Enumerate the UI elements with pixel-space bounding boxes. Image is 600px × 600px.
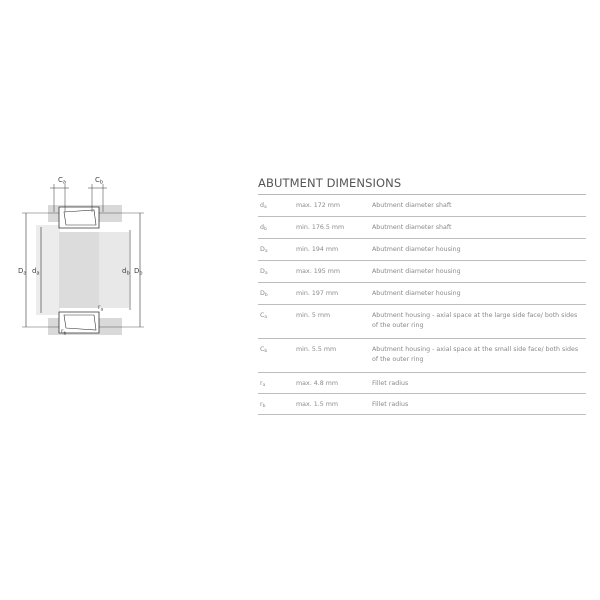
label-Db: $D_b$ [134, 267, 143, 277]
table-row [258, 217, 586, 239]
label-Cb: $C_b$ [95, 176, 104, 186]
section-title: ABUTMENT DIMENSIONS [258, 174, 586, 195]
table-row [258, 305, 586, 339]
value-cell: min. 194 mm [296, 246, 339, 253]
value-cell: max. 1.5 mm [296, 401, 339, 408]
value-cell: max. 195 mm [296, 268, 341, 275]
symbol-cell: $C_b$ [260, 346, 268, 354]
description-cell: Abutment housing - axial space at the small side face/ both sides of the outer ring [372, 346, 579, 363]
table-row [258, 283, 586, 305]
shaft-left [36, 225, 60, 315]
table-row [258, 195, 586, 217]
symbol-cell: $d_a$ [260, 202, 267, 210]
bearing-abutment-diagram [14, 170, 164, 350]
label-Da: $D_a$ [18, 267, 27, 277]
table-row [258, 239, 586, 261]
description-cell: Abutment diameter shaft [372, 224, 452, 231]
value-cell: min. 5.5 mm [296, 346, 337, 353]
abutment-dimensions-panel [258, 174, 586, 415]
label-ra: $r_a$ [98, 304, 104, 313]
label-Ca: $C_a$ [58, 176, 66, 186]
description-cell: Abutment diameter housing [372, 246, 461, 253]
description-cell: Abutment diameter shaft [372, 202, 452, 209]
table-row [258, 373, 586, 394]
symbol-cell: $r_a$ [260, 380, 266, 388]
symbol-cell: $D_b$ [260, 290, 268, 298]
table-row [258, 261, 586, 283]
symbol-cell: $D_a$ [260, 246, 268, 254]
description-cell: Abutment diameter housing [372, 268, 461, 275]
label-da: $d_a$ [32, 267, 40, 277]
symbol-cell: $D_a$ [260, 268, 268, 276]
shaft-core [59, 232, 99, 308]
label-db: $d_b$ [122, 267, 130, 277]
symbol-cell: $C_a$ [260, 312, 268, 320]
symbol-cell: $d_b$ [260, 224, 267, 232]
description-cell: Abutment housing - axial space at the large side face/ both sides of the outer ring [372, 312, 578, 329]
label-rb: $r_b$ [61, 328, 67, 337]
value-cell: min. 176.5 mm [296, 224, 345, 231]
upper-roller [64, 210, 96, 225]
value-cell: min. 5 mm [296, 312, 331, 319]
table-row [258, 339, 586, 373]
value-cell: max. 4.8 mm [296, 380, 339, 387]
value-cell: max. 172 mm [296, 202, 341, 209]
lower-roller [64, 315, 96, 330]
description-cell: Abutment diameter housing [372, 290, 461, 297]
value-cell: min. 197 mm [296, 290, 339, 297]
table-row [258, 394, 586, 415]
description-cell: Fillet radius [372, 401, 409, 408]
symbol-cell: $r_b$ [260, 401, 266, 409]
bearing-cross-section [14, 170, 164, 350]
description-cell: Fillet radius [372, 380, 409, 387]
